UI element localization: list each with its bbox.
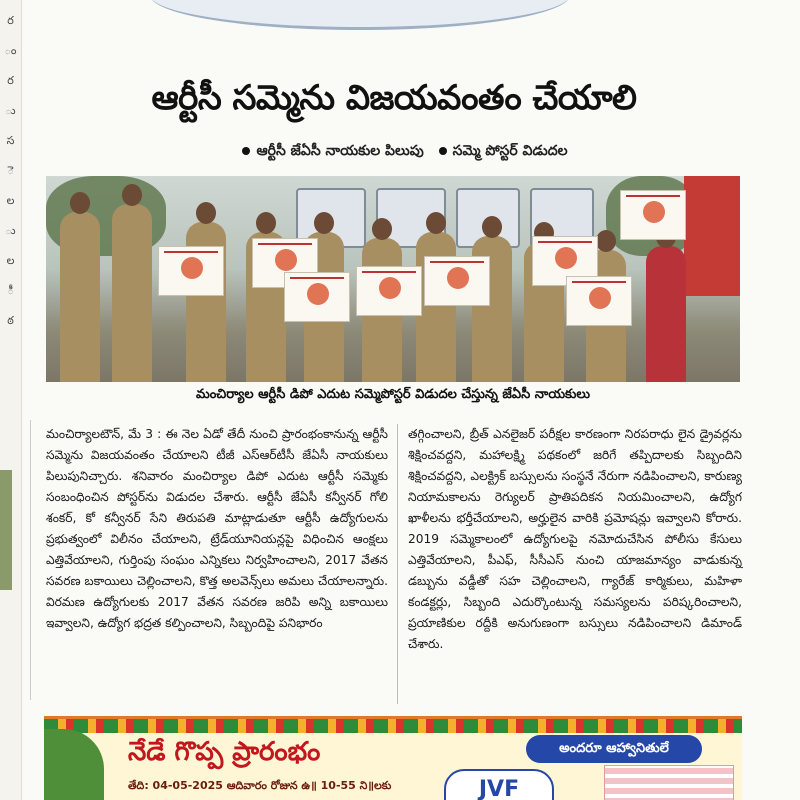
strip-char: ఠ <box>7 314 14 327</box>
poster-line <box>164 251 218 253</box>
strip-char: ీ <box>7 284 14 297</box>
article-column-1: మంచిర్యాలటౌన్, మే 3 : ఈ నెల ఏడో తేదీ నుంచి ప్రారంభంకానున్న ఆర్టీసీ సమ్మెను విజయవంతం చేయాలని టీజీ ఎస్‌ఆర్‌టీసీ జేఏసీ నాయకులు పిలుపునిచ్చారు. శనివారం మంచిర్యాల డిపో ఎదుట ఆర్టీసీ సమ్మెకు సంబంధించిన పోస్టర్‌ను విడుదల చేశారు. ఆర్టీసీ జేఏసీ కన్వీనర్ గోలి శంకర్, కో కన్వీనర్ సేని తిరుపతి మాట్లాడుతూ ఆర్టీసీ ఉద్యోగులను ప్రభుత్వంలో విలీనం చేయాలని, ట్రేడ్‌యూనియన్లపై విధించిన ఆంక్షలు ఎత్తివేయాలని, గుర్తింపు సంఘం ఎన్నికలు నిర్వహించాలని, 2017 వేతన సవరణ బకాయిలు చెల్లించాలని, కొత్త అలవెన్స్‌లు అమలు చేయాలన్నారు. విరమణ ఉద్యోగులకు 2017 వేతన సవరణ జరిపి అన్ని బకాయిలు ఇవ్వాలని, ఉద్యోగ భద్రత కల్పించాలని, సిబ్బందిపై పనిభారం <box>46 427 388 630</box>
strike-poster <box>158 246 224 296</box>
strip-char: ల <box>6 194 15 207</box>
strip-char: ు <box>5 104 16 117</box>
top-decorative-arc <box>150 0 570 30</box>
strip-char: స <box>6 134 15 147</box>
person-head <box>70 192 90 214</box>
ad-logo: JVF <box>444 769 554 800</box>
adjacent-photo-fragment <box>0 470 12 590</box>
person-head <box>372 218 392 240</box>
poster-line <box>290 277 344 279</box>
strip-char: ల <box>6 254 15 267</box>
adjacent-article-strip <box>0 0 22 800</box>
person-head <box>596 230 616 252</box>
person <box>646 246 686 382</box>
strike-poster <box>284 272 350 322</box>
red-banner <box>684 176 740 296</box>
strike-poster <box>620 190 686 240</box>
person-head <box>314 212 334 234</box>
strip-char: ర <box>7 14 14 27</box>
person <box>60 212 100 382</box>
person-head <box>426 212 446 234</box>
poster-line <box>572 281 626 283</box>
subheading-2: సమ్మె పోస్టర్ విడుదల <box>452 143 568 159</box>
poster-line <box>538 241 592 243</box>
person <box>112 204 152 382</box>
advertisement <box>44 716 742 800</box>
palm-decoration <box>44 729 104 800</box>
column-divider <box>397 424 398 704</box>
strip-char: ె <box>7 164 14 177</box>
strip-char: ు <box>5 224 16 237</box>
bullet-icon <box>439 147 447 155</box>
ad-pattern <box>604 765 734 800</box>
person <box>416 232 456 382</box>
flower-garland <box>44 719 742 733</box>
person-head <box>256 212 276 234</box>
poster-line <box>430 261 484 263</box>
subheadings <box>170 143 630 162</box>
strip-char: ం <box>4 44 17 57</box>
article-headline: ఆర్టీసీ సమ్మెను విజయవంతం చేయాలి <box>151 78 637 118</box>
photo-caption: మంచిర్యాల ఆర్టీసీ డిపో ఎదుట సమ్మెపోస్టర్ విడుదల చేస్తున్న జేఏసీ నాయకులు <box>195 387 591 402</box>
poster-line <box>626 195 680 197</box>
ad-date-line: తేది: 04-05-2025 ఆదివారం రోజున ఉ॥ 10-55 ని॥లకు <box>128 779 392 792</box>
bullet-icon <box>242 147 250 155</box>
poster-line <box>258 243 312 245</box>
strike-poster <box>356 266 422 316</box>
article-column-2: తగ్గించాలని, బ్రీత్ ఎనలైజర్ పరీక్షల కారణంగా నిరపరాధు లైన డ్రైవర్లను శిక్షించవద్దని, మహాలక్ష్మి పథకంలో జరిగే తప్పిదాలకు సిబ్బందిని శిక్షించవద్దని, ఎలక్ట్రిక్ బస్సులను సంస్థనే నేరుగా నడిపించాలని, కారుణ్య నియామకాలను రెగ్యులర్ ప్రాతిపదికన నియమించాలని, ఉద్యోగ ఖాళీలను భర్తీచేయాలని, అర్హులైన వారికి ప్రమోషన్లు ఇవ్వాలని కోరారు. 2019 సమ్మెకాలంలో ఉద్యోగులపై నమోదుచేసిన పోలీసు కేసులు ఎత్తివేయాలని, పీఎఫ్, సీసీఎస్ నుంచి యాజమాన్యం వాడుకున్న డబ్బును వడ్డీతో సహ చెల్లించాలని, గ్యారేజ్ కార్మికులు, మహిళా కండక్టర్లు, సిబ్బంది ఎదుర్కొంటున్న సమస్యలను పరిష్కరించాలని, ప్రయాణికుల రద్దీకి అనుగుణంగా బస్సులు నడిపించాలని డిమాండ్ చేశారు. <box>408 427 742 651</box>
ad-invite-badge: అందరూ ఆహ్వానితులే <box>526 735 702 763</box>
person-head <box>482 216 502 238</box>
strike-poster <box>566 276 632 326</box>
subheading-1: ఆర్టీసీ జేఏసీ నాయకుల పిలుపు <box>256 143 424 159</box>
person-head <box>122 184 142 206</box>
ad-headline: నేడే గొప్ప ప్రారంభం <box>128 737 321 767</box>
column-divider <box>30 420 31 700</box>
poster-line <box>362 271 416 273</box>
strike-poster <box>424 256 490 306</box>
person-head <box>196 202 216 224</box>
news-photo <box>46 176 740 382</box>
strip-char: ర <box>7 74 14 87</box>
